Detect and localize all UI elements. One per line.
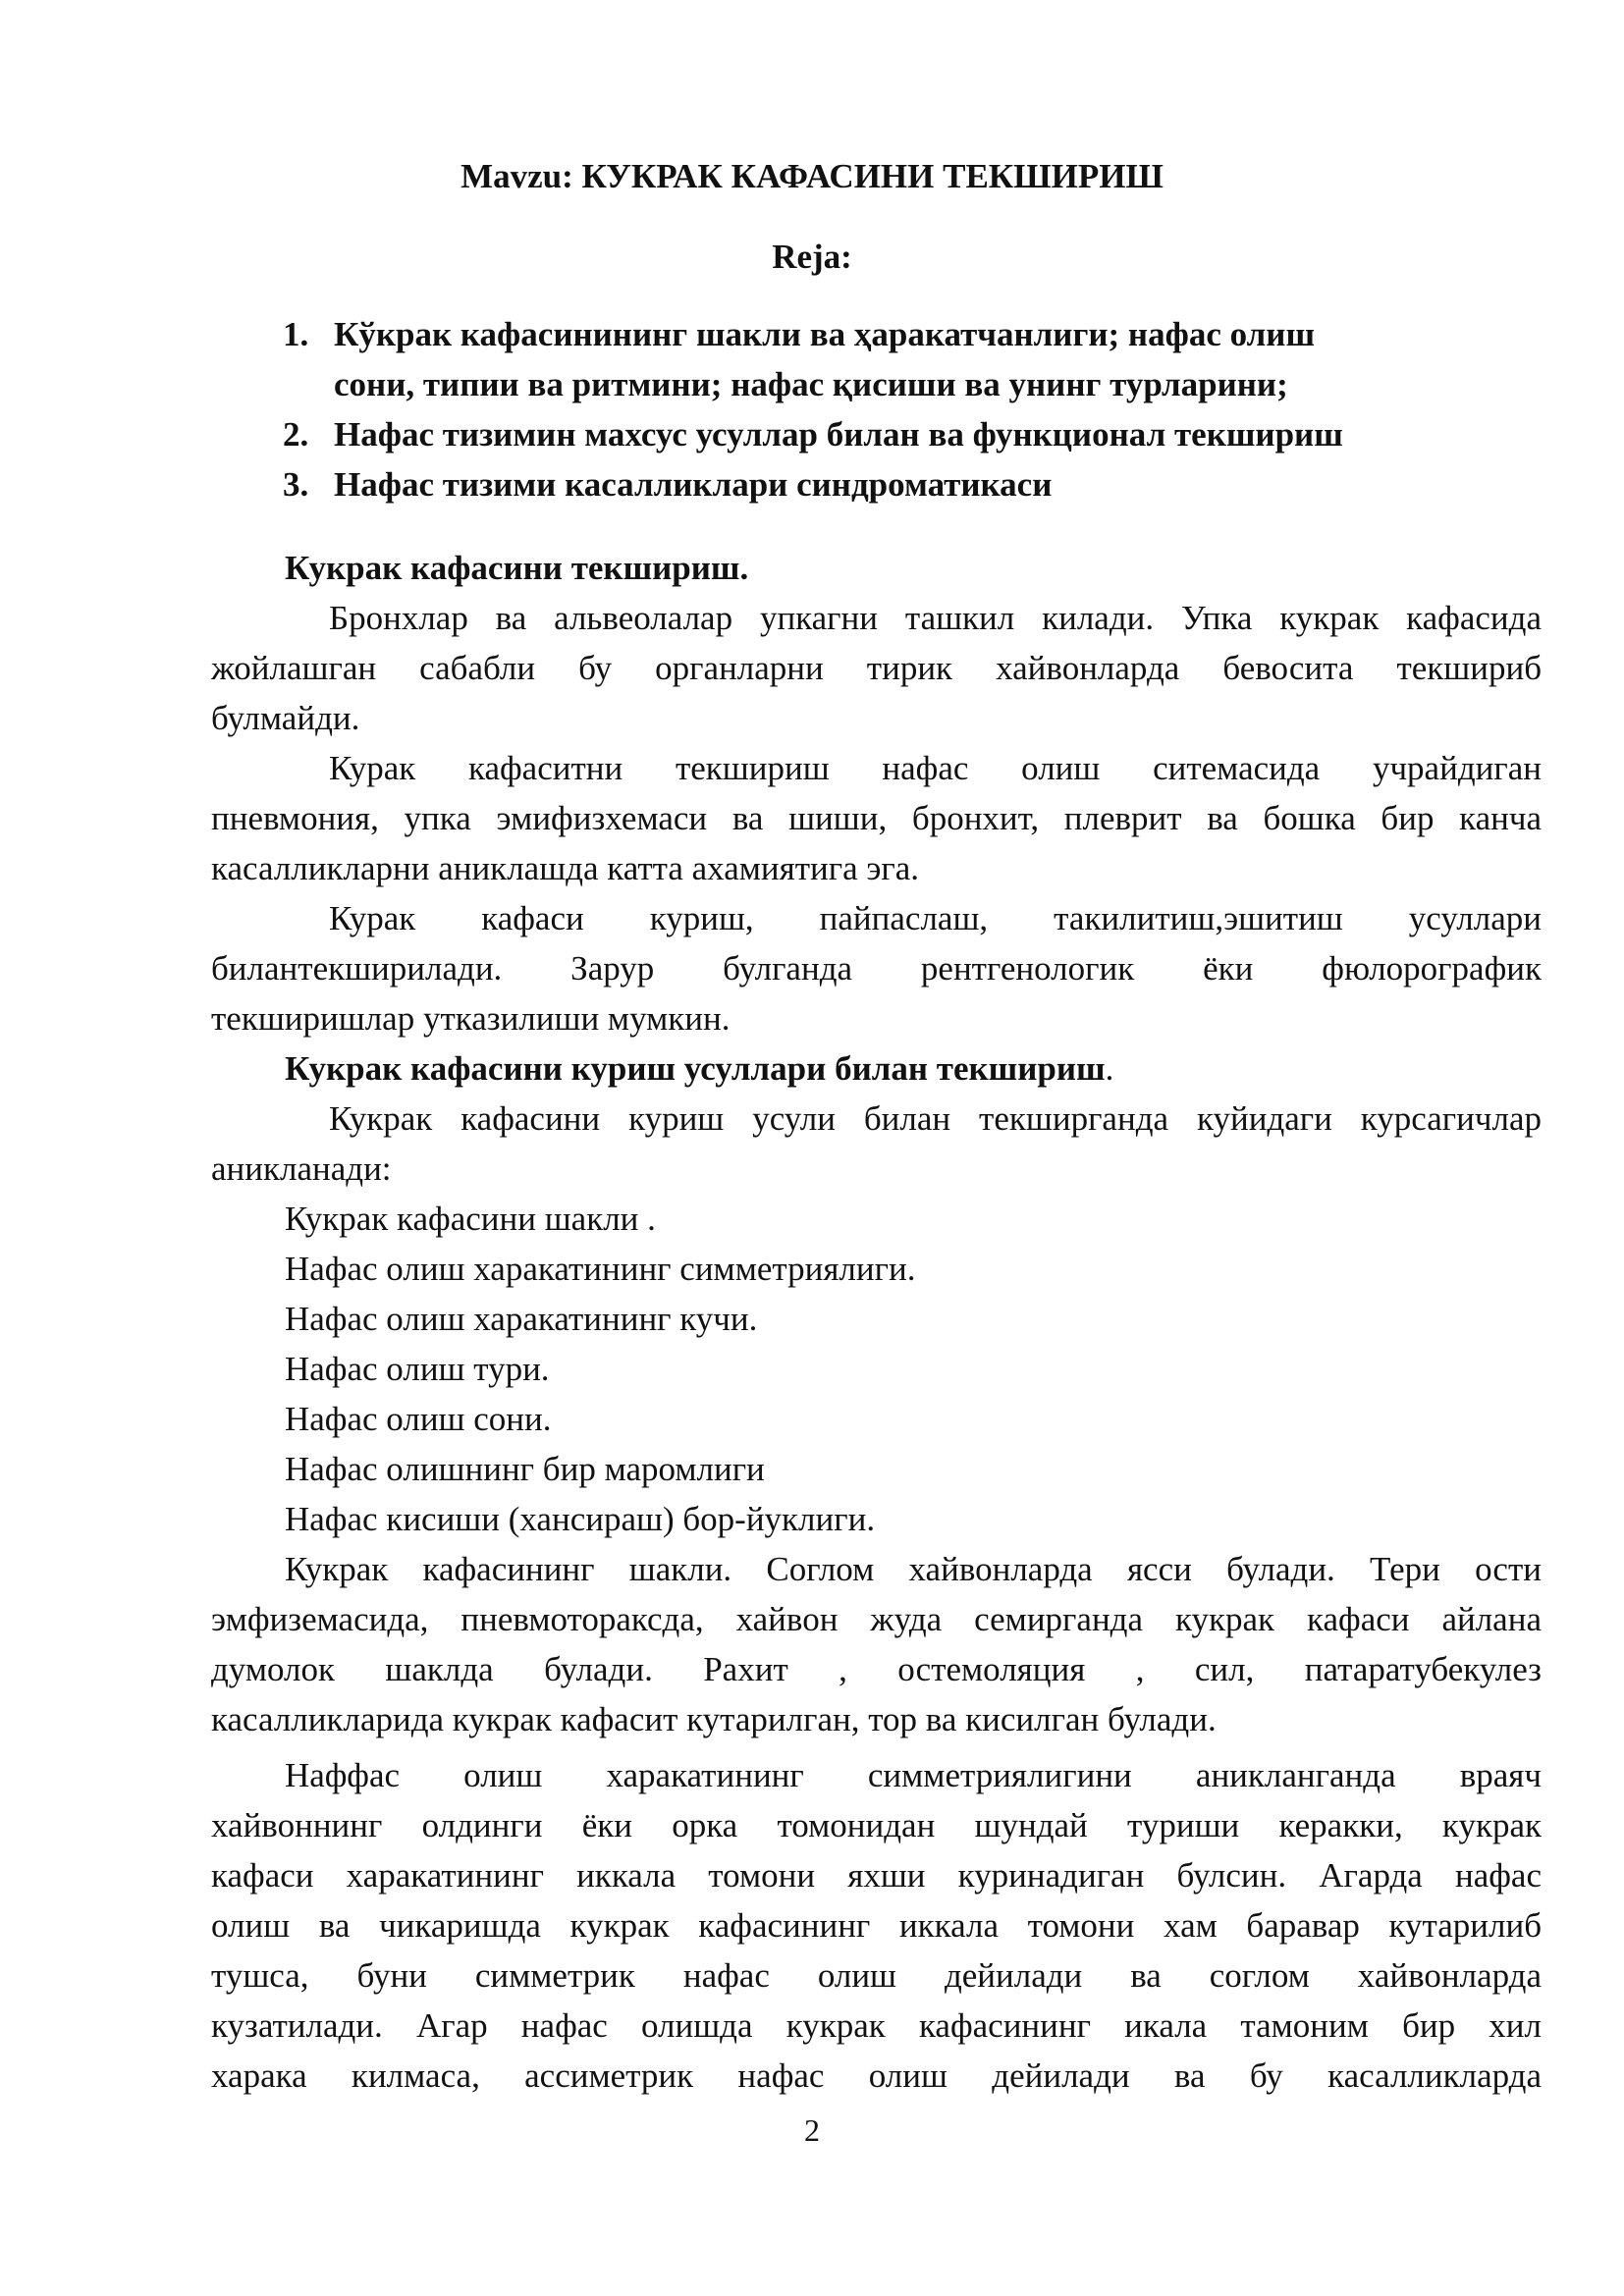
section-heading-dot: . (1105, 1049, 1114, 1088)
paragraph-line (0, 1144, 1624, 1195)
list-item (0, 1344, 1624, 1395)
page-title: Mavzu: КУКРАК КАФАСИНИ ТЕКШИРИШ (460, 157, 1164, 195)
paragraph-line (0, 843, 1624, 894)
paragraph-line: харака килмаса, ассиметрик нафас олиш дейилади ва бу касалликларда (211, 2056, 1542, 2095)
paragraph-text: Кукрак кафасининг шакли. Соглом хайвонларда ясси булади. Тери ости (285, 1550, 1542, 1588)
paragraph-line (211, 593, 1542, 644)
list-item-text: Нафас олишнинг бир маромлиги (285, 1450, 765, 1488)
paragraph-text: Курак кафаси куриш, пайпаслаш, такилитиш,эшитиш усуллари (329, 899, 1542, 937)
paragraph-text: Бронхлар ва альвеолалар упкагни ташкил килади. Упка кукрак кафасида (329, 599, 1542, 637)
paragraph-text: Курак кафаситни текшириш нафас олиш ситемасида учрайдиган (329, 749, 1542, 787)
paragraph-line (211, 743, 1542, 794)
paragraph-line: кузатилади. Агар нафас олишда кукрак кафасининг икала тамоним бир хил (211, 2006, 1542, 2045)
plan-item-text: Нафас тизимин махсус усуллар билан ва функционал текшириш (334, 415, 1343, 454)
paragraph-line: пневмония, упка эмифизхемаси ва шиши, бронхит, плеврит ва бошка бир канча (211, 799, 1542, 837)
paragraph-text: Кукрак кафасини куриш усули билан текширганда куйидаги курсагичлар (329, 1099, 1542, 1138)
paragraph-line (0, 1694, 1624, 1745)
plan-item-number: 1. (283, 315, 309, 353)
list-item (0, 1244, 1624, 1295)
paragraph-line: кафаси харакатининг иккала томони яхши куринадиган булсин. Агарда нафас (211, 1856, 1542, 1895)
paragraph-text: Наффас олиш харакатининг симметриялигини аникланганда враяч (285, 1756, 1542, 1794)
list-item (0, 1444, 1624, 1495)
plan-item-text: сони, типии ва ритмини; нафас қисиши ва унинг турларини; (334, 365, 1288, 403)
list-item-text: Нафас олиш харакатининг симметриялиги. (285, 1250, 916, 1288)
list-item-text: Нафас олиш харакатининг кучи. (285, 1300, 758, 1338)
paragraph-line: хайвоннинг олдинги ёки орка томонидан шундай туриши керакки, кукрак (211, 1806, 1542, 1844)
paragraph-line (211, 1094, 1542, 1145)
paragraph-line: эмфиземасида, пневмотораксда, хайвон жуда семирганда кукрак кафаси айлана (211, 1600, 1542, 1638)
list-item (0, 1394, 1624, 1445)
plan-heading: Reja: (772, 238, 852, 276)
plan-item-text: Кўкрак кафасинининг шакли ва ҳаракатчанлиги; нафас олиш (334, 315, 1315, 353)
plan-item-number: 3. (283, 465, 309, 504)
section-heading (0, 543, 1624, 594)
paragraph-line: тушса, буни симметрик нафас олиш дейилади ва соглом хайвонларда (211, 1956, 1542, 1995)
paragraph-line: жойлашган сабабли бу органларни тирик хайвонларда бевосита текшириб (211, 649, 1542, 687)
paragraph-text: касалликларни аниклашда катта ахамиятига эга. (211, 849, 920, 887)
paragraph-line (211, 893, 1542, 944)
section-heading-text: Кукрак кафасини текшириш. (285, 549, 749, 587)
list-item-text: Кукрак кафасини шакли . (285, 1200, 656, 1238)
paragraph-text: аникланади: (211, 1149, 392, 1188)
paragraph-line (211, 1750, 1542, 1801)
paragraph-text: текширишлар утказилиши мумкин. (211, 999, 731, 1038)
paragraph-line (0, 993, 1624, 1044)
section-heading-text: Кукрак кафасини куриш усуллари билан текшириш (285, 1049, 1106, 1088)
plan-item-number: 2. (283, 415, 309, 454)
paragraph-line: думолок шаклда булади. Рахит , остемоляция , сил, патаратубекулез (211, 1650, 1542, 1688)
list-item (0, 1294, 1624, 1345)
list-item-text: Нафас олиш тури. (285, 1350, 550, 1388)
plan-item-1-continued (0, 359, 1624, 410)
list-item (0, 1194, 1624, 1245)
plan-item-text: Нафас тизими касалликлари синдроматикаси (334, 465, 1053, 504)
paragraph-text: касалликларида кукрак кафасит кутарилган, тор ва кисилган булади. (211, 1700, 1217, 1738)
page-number: 2 (804, 2112, 820, 2148)
list-item (0, 1494, 1624, 1545)
paragraph-line: олиш ва чикаришда кукрак кафасининг иккала томони хам баравар кутарилиб (211, 1906, 1542, 1945)
paragraph-text: булмайди. (211, 699, 360, 737)
paragraph-line (211, 1544, 1542, 1595)
list-item-text: Нафас кисиши (хансираш) бор-йуклиги. (285, 1500, 876, 1538)
paragraph-line: билантекширилади. Зарур булганда рентгенологик ёки фюлорографик (211, 949, 1542, 988)
plan-item-2 (0, 409, 1624, 460)
section-heading (0, 1043, 1624, 1095)
plan-item-1 (0, 309, 1624, 360)
plan-item-3 (0, 459, 1624, 510)
list-item-text: Нафас олиш сони. (285, 1400, 552, 1438)
paragraph-line (0, 693, 1624, 744)
